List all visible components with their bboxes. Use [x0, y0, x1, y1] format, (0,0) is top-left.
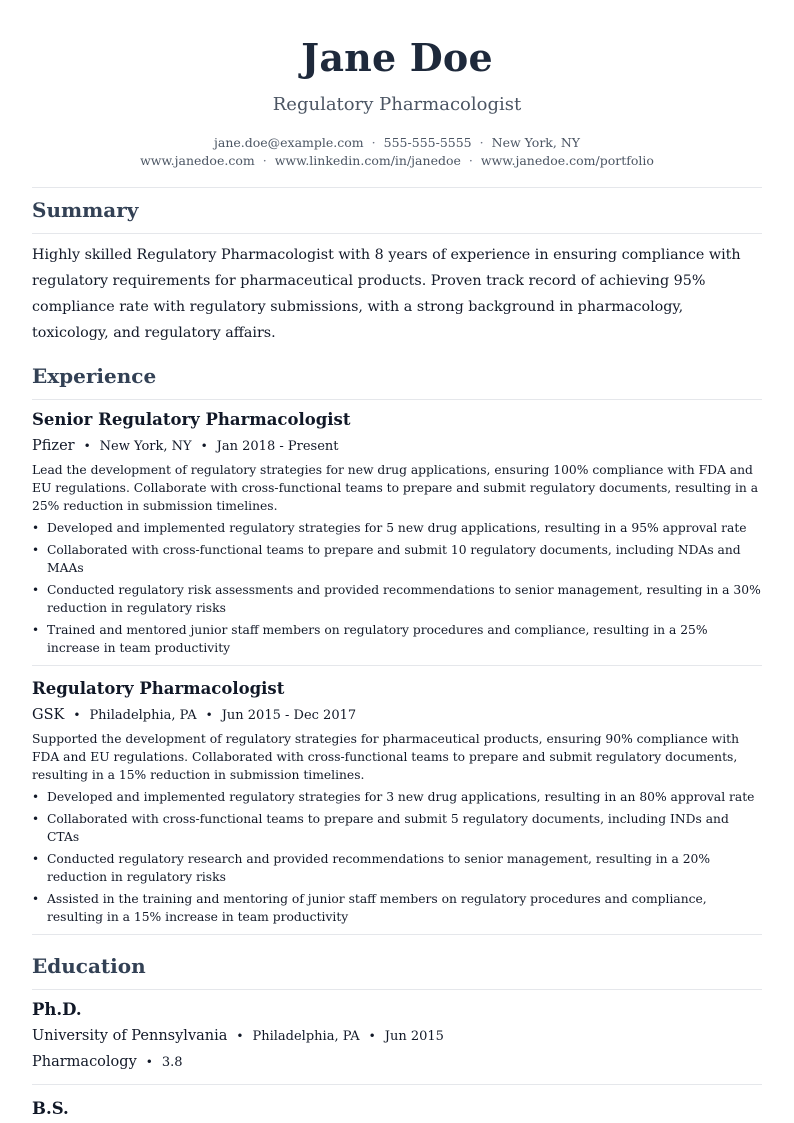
meta-separator: •: [73, 708, 81, 722]
meta-separator: •: [145, 1055, 153, 1069]
field-of-study: Pharmacology: [32, 1054, 137, 1070]
list-item: [32, 541, 762, 577]
summary-text: Highly skilled Regulatory Pharmacologist with 8 years of experience in ensuring compliance with regulatory requirements for pharmaceutical products. Proven track record of achieving 95% compliance rate with regulatory submissions, with a strong background in pharmacology, toxicology, and regulatory affairs.: [32, 247, 741, 341]
bullet-text: Developed and implemented regulatory strategies for 3 new drug applications, resulting in an 80% approval rate: [47, 790, 755, 804]
email-link[interactable]: jane.doe@example.com: [213, 135, 364, 150]
company-name: Pfizer: [32, 438, 75, 454]
bullet-text: Collaborated with cross-functional teams to prepare and submit 10 regulatory documents, including NDAs and MAAs: [47, 543, 741, 575]
divider: [32, 665, 762, 666]
resume-header: [32, 0, 762, 170]
education-entry: [32, 1000, 762, 1072]
job-title: Regulatory Pharmacologist: [32, 679, 285, 698]
list-item: [32, 850, 762, 886]
separator: ·: [468, 153, 473, 168]
job-location: Philadelphia, PA: [89, 708, 197, 723]
job-meta: [32, 437, 762, 456]
graduation-date: Jun 2015: [384, 1029, 444, 1044]
contact-line-links: [32, 152, 762, 170]
bullet-text: Conducted regulatory risk assessments and provided recommendations to senior management, resulting in a 30% reduction in regulatory risks: [47, 583, 761, 615]
divider: [32, 399, 762, 400]
job-location: New York, NY: [99, 439, 192, 454]
list-item: [32, 621, 762, 657]
meta-separator: •: [205, 708, 213, 722]
company-name: GSK: [32, 707, 65, 723]
website-link[interactable]: www.janedoe.com: [140, 153, 255, 168]
job-description: Supported the development of regulatory strategies for pharmaceutical products, ensuring 90% compliance with FDA and EU regulations. Collaborated with cross-functional teams to prepare and submit regulatory documents, resulting in a 15% reduction in submission timelines.: [32, 732, 740, 782]
bullet-text: Collaborated with cross-functional teams to prepare and submit 5 regulatory documents, including INDs and CTAs: [47, 812, 729, 844]
degree: Ph.D.: [32, 1000, 82, 1019]
experience-section: [32, 364, 762, 935]
list-item: [32, 810, 762, 846]
separator: ·: [479, 135, 484, 150]
bullet-icon: •: [32, 521, 40, 535]
bullet-icon: •: [32, 790, 40, 804]
list-item: [32, 890, 762, 926]
bullet-icon: •: [32, 623, 40, 637]
gpa: 3.8: [161, 1055, 183, 1070]
summary-heading: Summary: [32, 198, 139, 222]
bullet-text: Conducted regulatory research and provided recommendations to senior management, resulting in a 20% reduction in regulatory risks: [47, 852, 711, 884]
summary-section: [32, 198, 762, 346]
separator: ·: [371, 135, 376, 150]
school-name: University of Pennsylvania: [32, 1028, 228, 1044]
divider: [32, 187, 762, 188]
job-meta: [32, 706, 762, 725]
separator: ·: [262, 153, 267, 168]
bullet-icon: •: [32, 583, 40, 597]
job-entry: [32, 410, 762, 657]
meta-separator: •: [368, 1029, 376, 1043]
meta-separator: •: [83, 439, 91, 453]
school-line: [32, 1027, 762, 1046]
bullet-icon: •: [32, 812, 40, 826]
experience-heading: Experience: [32, 364, 157, 388]
bullet-icon: •: [32, 892, 40, 906]
education-section: [32, 954, 762, 1119]
job-description: Lead the development of regulatory strategies for new drug applications, ensuring 100% compliance with FDA and EU regulations. Collaborate with cross-functional teams to prepare and submit regulatory documents, resulting in a 25% reduction in submission timelines.: [32, 463, 759, 513]
meta-separator: •: [236, 1029, 244, 1043]
candidate-title: Regulatory Pharmacologist: [272, 94, 522, 115]
location-text: New York, NY: [491, 135, 581, 150]
list-item: [32, 788, 762, 806]
candidate-name: Jane Doe: [301, 35, 493, 80]
divider: [32, 1084, 762, 1085]
field-line: [32, 1053, 762, 1072]
school-location: Philadelphia, PA: [252, 1029, 360, 1044]
meta-separator: •: [200, 439, 208, 453]
divider: [32, 989, 762, 990]
job-bullets: [32, 788, 762, 926]
portfolio-link[interactable]: www.janedoe.com/portfolio: [480, 153, 654, 168]
bullet-icon: •: [32, 852, 40, 866]
contact-line-primary: [32, 134, 762, 152]
job-bullets: [32, 519, 762, 657]
resume-page: [32, 0, 762, 1119]
list-item: [32, 519, 762, 537]
bullet-text: Trained and mentored junior staff members on regulatory procedures and compliance, resulting in a 25% increase in team productivity: [47, 623, 708, 655]
bullet-text: Developed and implemented regulatory strategies for 5 new drug applications, resulting in a 95% approval rate: [47, 521, 747, 535]
linkedin-link[interactable]: www.linkedin.com/in/janedoe: [274, 153, 461, 168]
education-entry: [32, 1099, 762, 1119]
bullet-icon: •: [32, 543, 40, 557]
education-heading: Education: [32, 954, 146, 978]
job-dates: Jun 2015 - Dec 2017: [221, 708, 357, 723]
list-item: [32, 581, 762, 617]
degree: B.S.: [32, 1099, 69, 1118]
job-title: Senior Regulatory Pharmacologist: [32, 410, 351, 429]
phone-text[interactable]: 555-555-5555: [383, 135, 472, 150]
divider: [32, 233, 762, 234]
job-entry: [32, 679, 762, 926]
divider: [32, 934, 762, 935]
bullet-text: Assisted in the training and mentoring of junior staff members on regulatory procedures and compliance, resulting in a 15% increase in team productivity: [47, 892, 707, 924]
job-dates: Jan 2018 - Present: [216, 439, 339, 454]
